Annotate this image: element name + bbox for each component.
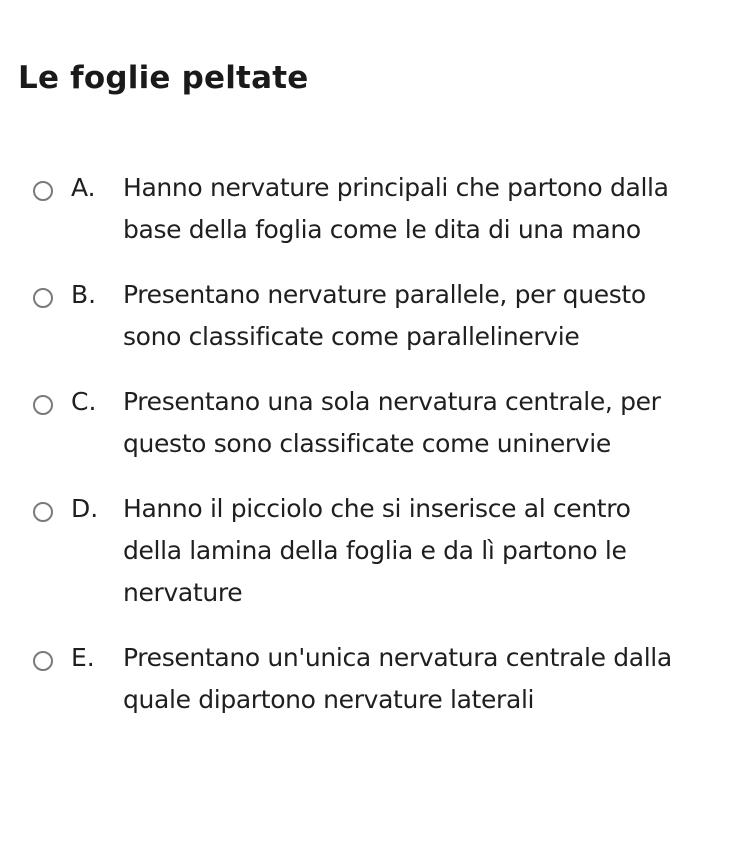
- option-e[interactable]: [0, 637, 733, 721]
- answer-options-list: [0, 167, 733, 744]
- option-letter: D.: [71, 494, 99, 523]
- option-b[interactable]: [0, 274, 733, 358]
- option-letter: C.: [71, 387, 97, 416]
- radio-button-a[interactable]: [33, 181, 53, 201]
- radio-button-d[interactable]: [33, 502, 53, 522]
- radio-button-b[interactable]: [33, 288, 53, 308]
- option-text: Hanno il picciolo che si inserisce al centro della lamina della foglia e da lì partono le nervature: [123, 494, 631, 607]
- option-a[interactable]: [0, 167, 733, 251]
- option-letter: E.: [71, 643, 95, 672]
- option-letter: B.: [71, 280, 97, 309]
- radio-button-c[interactable]: [33, 395, 53, 415]
- option-text: Hanno nervature principali che partono dalla base della foglia come le dita di una mano: [123, 173, 669, 244]
- option-text: Presentano una sola nervatura centrale, per questo sono classificate come uninervie: [123, 387, 661, 458]
- question-title: Le foglie peltate: [18, 60, 309, 96]
- option-letter: A.: [71, 173, 96, 202]
- option-d[interactable]: [0, 488, 733, 614]
- option-text: Presentano nervature parallele, per questo sono classificate come parallelinervie: [123, 280, 646, 351]
- radio-button-e[interactable]: [33, 651, 53, 671]
- option-text: Presentano un'unica nervatura centrale dalla quale dipartono nervature laterali: [123, 643, 672, 714]
- option-c[interactable]: [0, 381, 733, 465]
